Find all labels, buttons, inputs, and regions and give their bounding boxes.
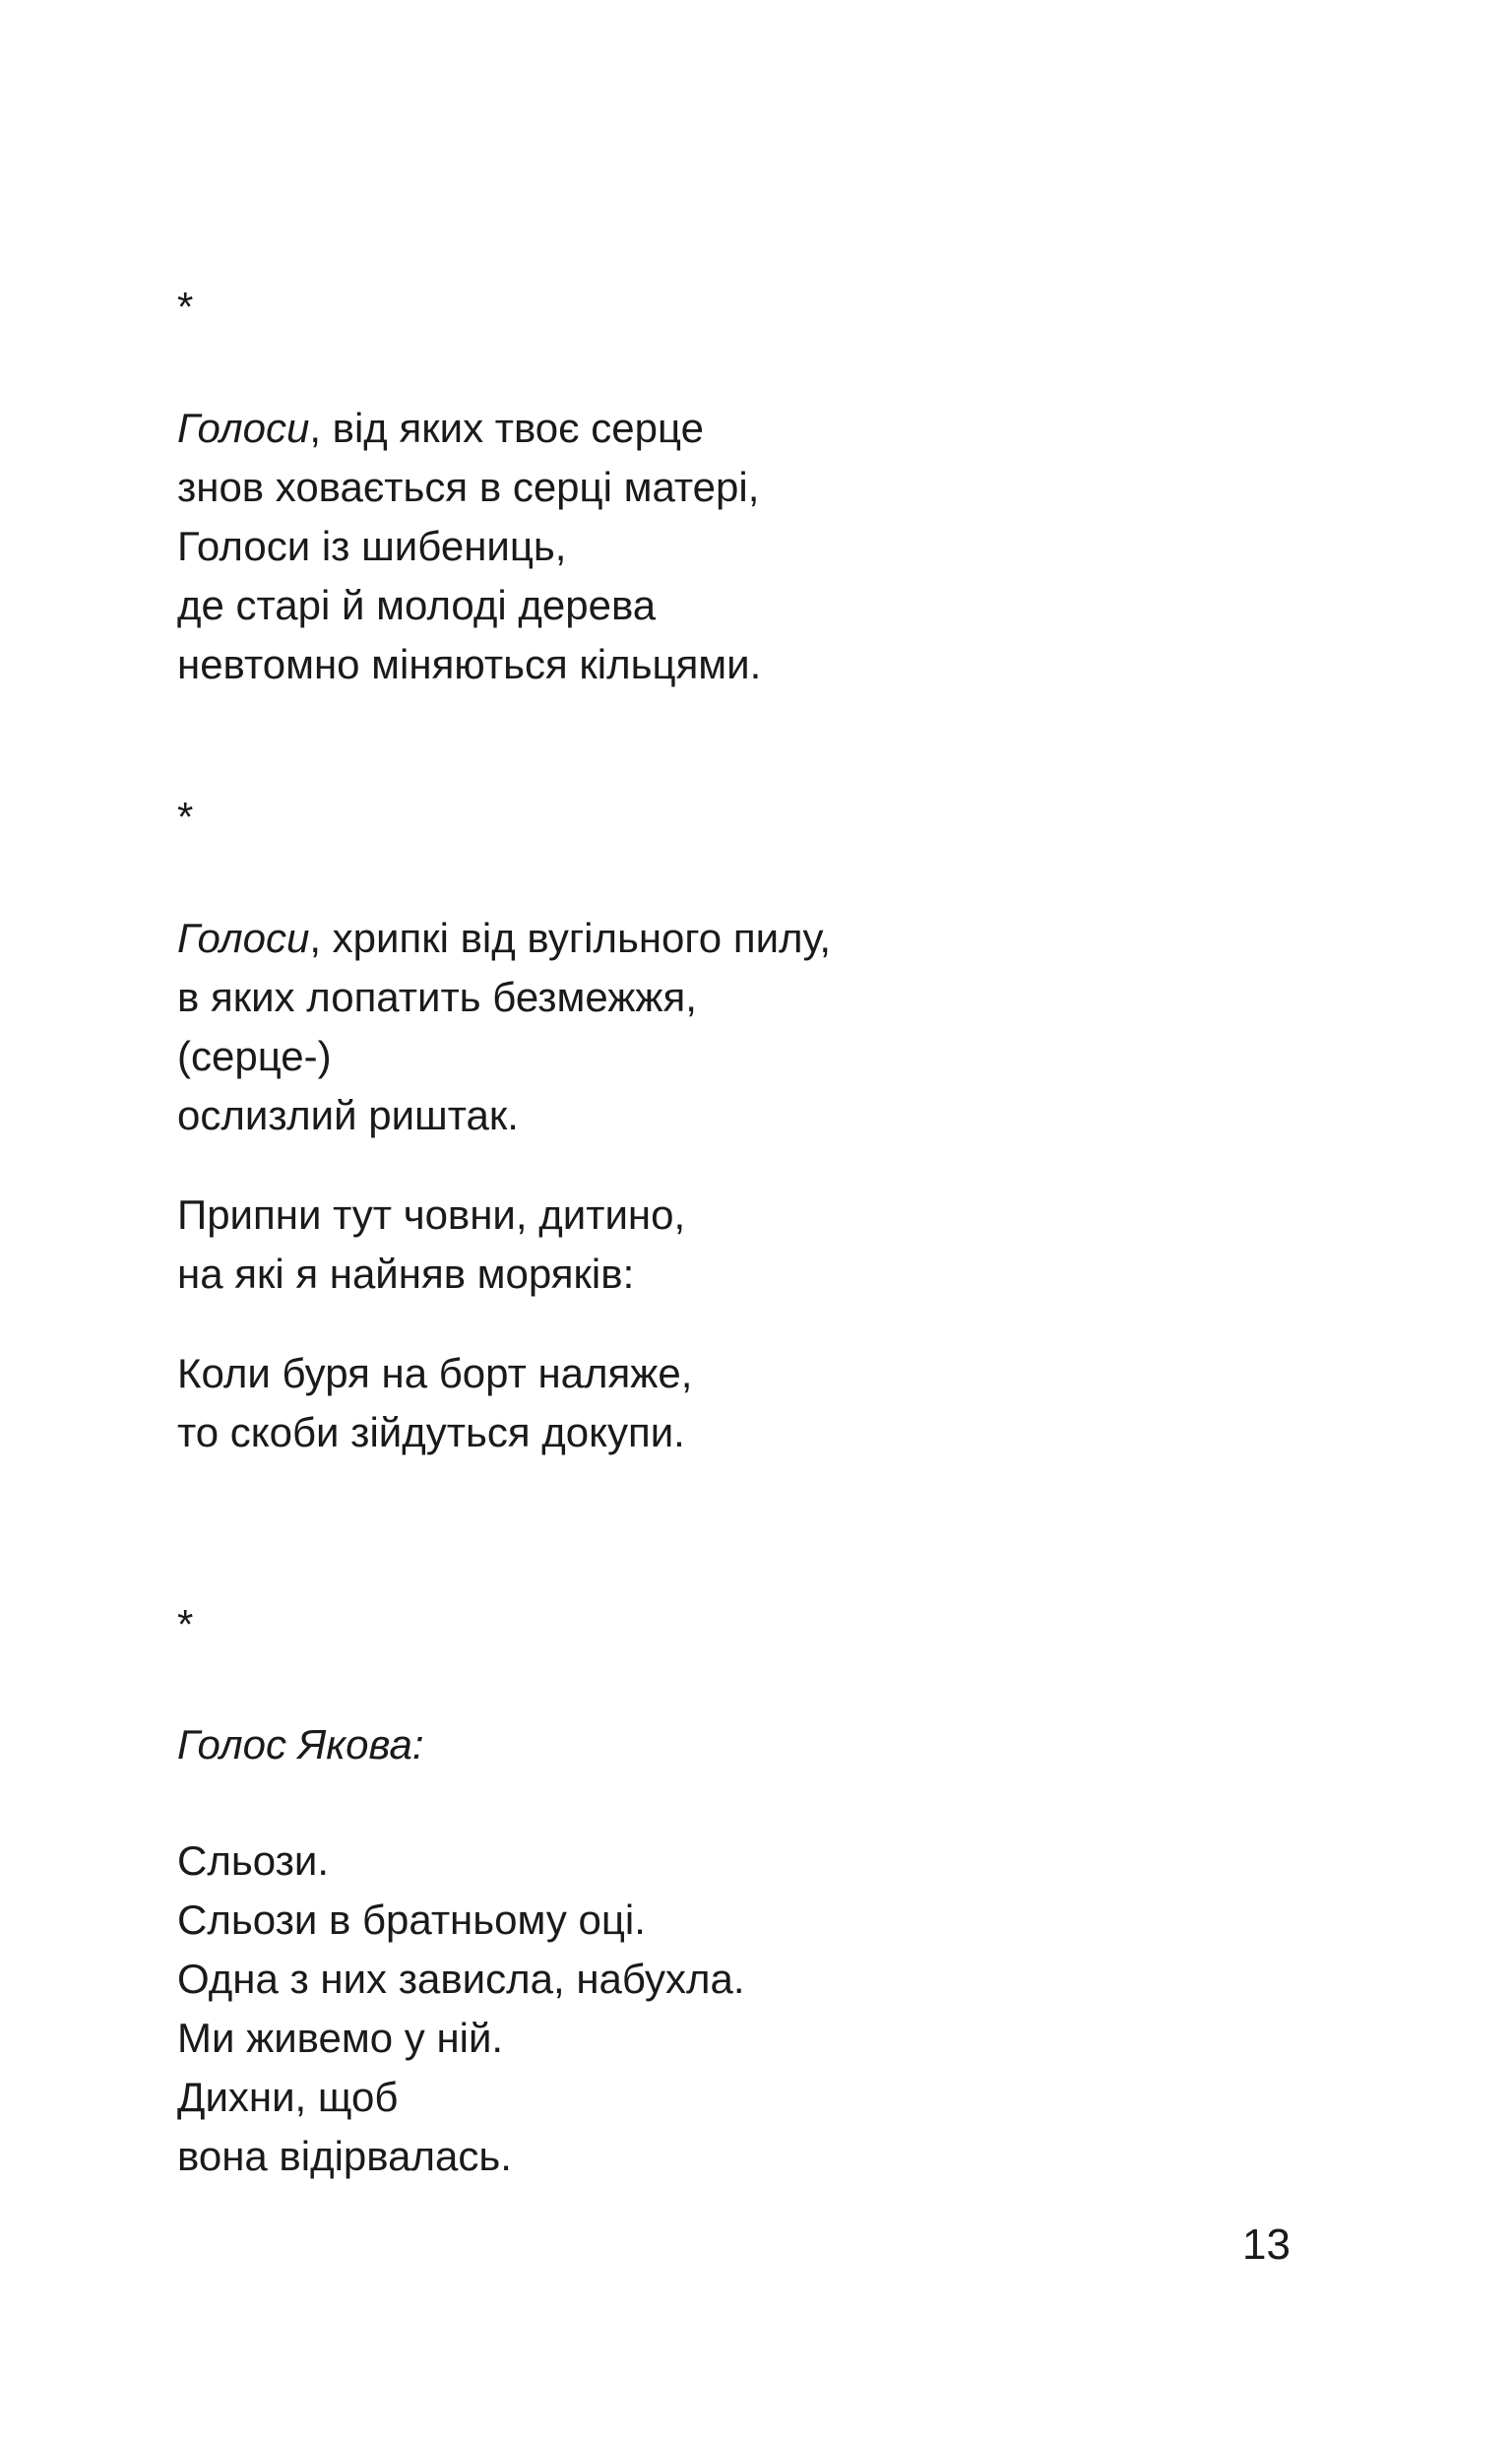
poem-line: де старі й молоді дерева — [177, 582, 657, 628]
poem-line: Голоси, хрипкі від вугільного пилу, — [177, 915, 832, 961]
poem-line: невтомно міняються кільцями. — [177, 641, 762, 687]
page-number: 13 — [1242, 2220, 1291, 2269]
poem-line: Дихни, щоб — [177, 2074, 399, 2120]
poem-section-2 — [177, 788, 1260, 1462]
italic-word: Голоси — [177, 405, 310, 451]
section-separator: * — [177, 794, 194, 840]
poem-section-1 — [177, 278, 1260, 694]
poem-line: Сльози. — [177, 1837, 329, 1884]
poem-line: на які я найняв моряків: — [177, 1251, 635, 1297]
speaker-heading: Голос Якова: — [177, 1721, 424, 1768]
poem-line: Голоси із шибениць, — [177, 523, 567, 569]
poem-line: то скоби зійдуться докупи. — [177, 1409, 685, 1455]
section-separator: * — [177, 284, 194, 330]
poem-line: Одна з них зависла, набухла. — [177, 1956, 745, 2002]
poem-section-3 — [177, 1595, 1260, 2186]
poem-line: (серце-) — [177, 1033, 332, 1079]
poem-line: Припни тут човни, дитино, — [177, 1191, 686, 1238]
italic-word: Голоси — [177, 915, 310, 961]
poem-line: Голоси, від яких твоє серце — [177, 405, 704, 451]
poem-line: в яких лопатить безмежжя, — [177, 974, 697, 1020]
poem-line: ослизлий риштак. — [177, 1092, 519, 1138]
poem-line: вона відірвалась. — [177, 2133, 512, 2179]
poem-line: Сльози в братньому оці. — [177, 1897, 646, 1943]
section-separator: * — [177, 1601, 194, 1647]
poem-line: Ми живемо у ній. — [177, 2015, 504, 2061]
poem-line: Коли буря на борт наляже, — [177, 1350, 693, 1396]
poem-line: знов ховається в серці матері, — [177, 464, 760, 510]
